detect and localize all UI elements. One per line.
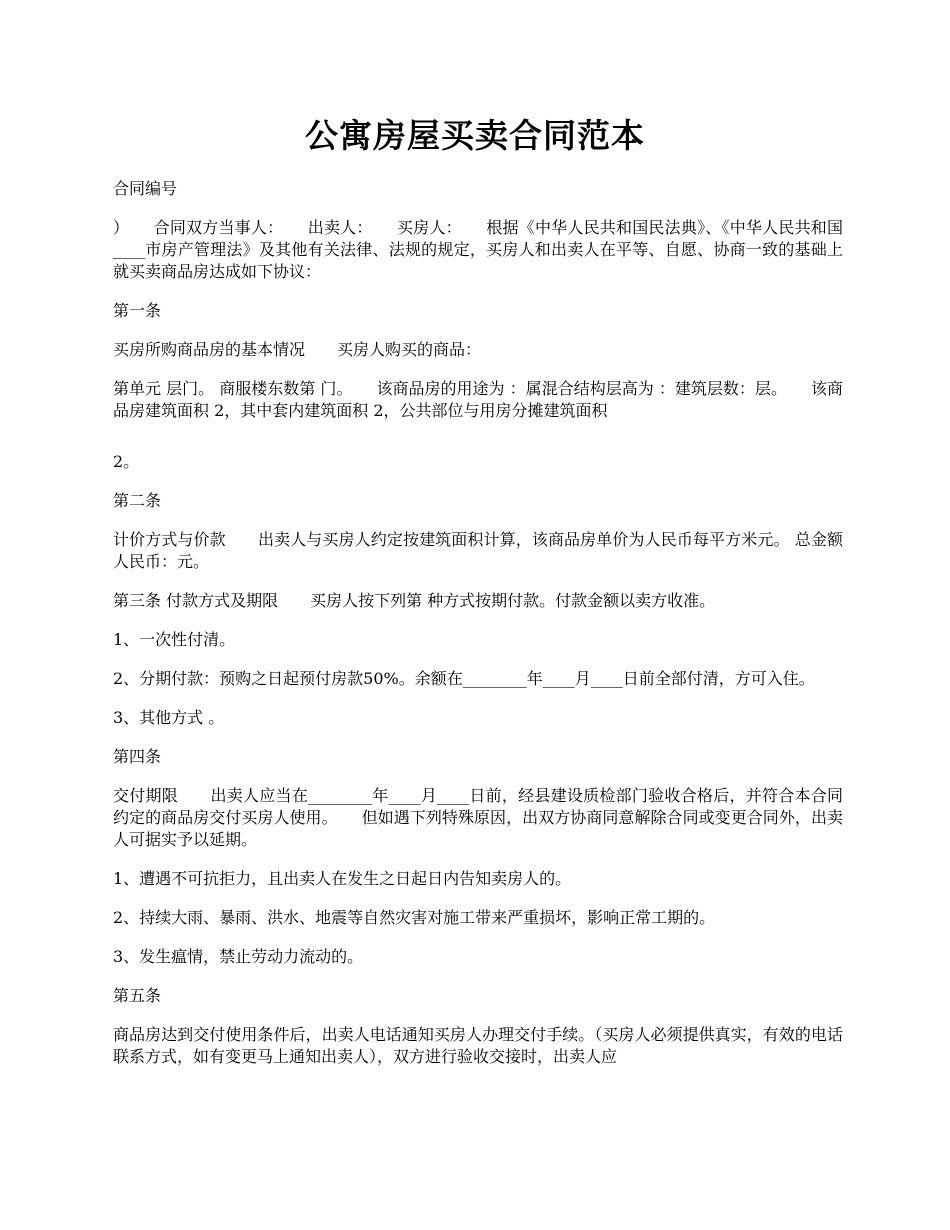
article-4-heading: 第四条 bbox=[113, 747, 162, 766]
document-title: 公寓房屋买卖合同范本 bbox=[305, 116, 645, 155]
article-1-heading: 第一条 bbox=[113, 301, 162, 320]
article-2-price: 计价方式与价款 出卖人与买房人约定按建筑面积计算，该商品房单价为人民币每平方米元。 总金额人民币：元。 bbox=[113, 530, 843, 571]
article-4-delivery: 交付期限 出卖人应当在________年____月____日前，经县建设质检部门验收合格后，并符合本合同约定的商品房交付买房人使用。 但如遇下列特殊原因，出双方协商同意解除合同或变更合同外，出卖人可据实予以延期。 bbox=[113, 786, 843, 849]
delay-reason-3: 3、发生瘟情，禁止劳动力流动的。 bbox=[113, 947, 364, 966]
document-body bbox=[113, 178, 843, 1085]
contract-number: 合同编号 bbox=[113, 179, 178, 198]
delay-reason-1: 1、遭遇不可抗拒力，且出卖人在发生之日起日内告知卖房人的。 bbox=[113, 869, 572, 888]
article-1-area-unit: 2。 bbox=[113, 452, 140, 471]
payment-option-3: 3、其他方式 。 bbox=[113, 708, 225, 727]
parties-preamble: ） 合同双方当事人： 出卖人： 买房人： 根据《中华人民共和国民法典》、《中华人民共和国____市房产管理法》及其他有关法律、法规的规定，买房人和出卖人在平等、自愿、协商一致的基础上就买卖商品房达成如下协议： bbox=[113, 218, 843, 281]
article-2-heading: 第二条 bbox=[113, 491, 162, 510]
delay-reason-2: 2、持续大雨、暴雨、洪水、地震等自然灾害对施工带来严重损坏，影响正常工期的。 bbox=[113, 908, 716, 927]
payment-option-2: 2、分期付款：预购之日起预付房款50%。余额在________年____月____日前全部付清，方可入住。 bbox=[113, 669, 815, 688]
article-1-subject: 买房所购商品房的基本情况 买房人购买的商品： bbox=[113, 340, 482, 359]
payment-option-1: 1、一次性付清。 bbox=[113, 630, 236, 649]
article-3-payment: 第三条 付款方式及期限 买房人按下列第 种方式按期付款。付款金额以卖方收准。 bbox=[113, 591, 716, 610]
article-1-details: 第单元 层门。 商服楼东数第 门。 该商品房的用途为 ：属混合结构层高为 ：建筑层数：层。 该商品房建筑面积 2，其中套内建筑面积 2，公共部位与用房分摊建筑面积 bbox=[113, 379, 843, 420]
article-5-handover: 商品房达到交付使用条件后，出卖人电话通知买房人办理交付手续。（买房人必须提供真实，有效的电话联系方式，如有变更马上通知出卖人），双方进行验收交接时，出卖人应 bbox=[113, 1025, 843, 1066]
article-5-heading: 第五条 bbox=[113, 986, 162, 1005]
